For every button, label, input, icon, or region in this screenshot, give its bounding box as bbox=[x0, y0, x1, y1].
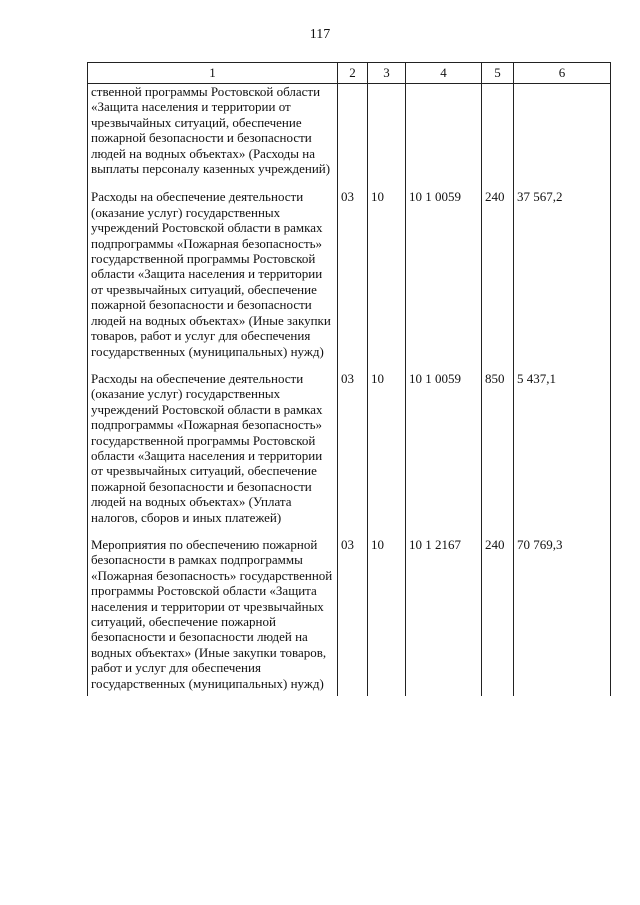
row-subsection: 10 bbox=[368, 364, 406, 530]
row-section: 03 bbox=[338, 530, 368, 696]
row-amount: 70 769,3 bbox=[514, 530, 611, 696]
row-target-article: 10 1 2167 bbox=[406, 530, 482, 696]
row-description: Расходы на обеспечение деятельности (оказание услуг) государственных учреждений Ростовской области в рамках подпрограммы «Пожарная безопасность» государственной программы Ростовской области «Защита населения и территории от чрезвычайных ситуаций, обеспечение пожарной безопасности и безопасности людей на водных объектах» (Иные закупки товаров, работ и услуг для обеспечения государственных (муниципальных) нужд) bbox=[88, 182, 338, 363]
column-header-6: 6 bbox=[514, 63, 611, 84]
row-target-article: 10 1 0059 bbox=[406, 182, 482, 363]
row-description: ственной программы Ростовской области «Защита населения и территории от чрезвычайных ситуаций, обеспечение пожарной безопасности и безопасности людей на водных объектах» (Расходы на выплаты персоналу казенных учреждений) bbox=[88, 84, 338, 183]
row-amount: 37 567,2 bbox=[514, 182, 611, 363]
column-header-3: 3 bbox=[368, 63, 406, 84]
row-section: 03 bbox=[338, 364, 368, 530]
row-expense-type: 240 bbox=[482, 182, 514, 363]
table-header-row bbox=[88, 63, 611, 84]
row-target-article bbox=[406, 84, 482, 183]
table-row bbox=[88, 530, 611, 696]
row-description: Расходы на обеспечение деятельности (оказание услуг) государственных учреждений Ростовской области в рамках подпрограммы «Пожарная безопасность» государственной программы Ростовской области «Защита населения и территории от чрезвычайных ситуаций, обеспечение пожарной безопасности и безопасности людей на водных объектах» (Уплата налогов, сборов и иных платежей) bbox=[88, 364, 338, 530]
budget-table bbox=[87, 62, 611, 696]
row-expense-type: 240 bbox=[482, 530, 514, 696]
column-header-2: 2 bbox=[338, 63, 368, 84]
row-expense-type: 850 bbox=[482, 364, 514, 530]
column-header-1: 1 bbox=[88, 63, 338, 84]
row-subsection bbox=[368, 84, 406, 183]
row-subsection: 10 bbox=[368, 182, 406, 363]
row-expense-type bbox=[482, 84, 514, 183]
table-row bbox=[88, 182, 611, 363]
page-number: 117 bbox=[309, 27, 331, 42]
row-description: Мероприятия по обеспечению пожарной безопасности в рамках подпрограммы «Пожарная безопасность» государственной программы Ростовской области «Защита населения и территории от чрезвычайных ситуаций, обеспечение пожарной безопасности и безопасности людей на водных объектах» (Иные закупки товаров, работ и услуг для обеспечения государственных (муниципальных) нужд) bbox=[88, 530, 338, 696]
table-row bbox=[88, 364, 611, 530]
row-amount: 5 437,1 bbox=[514, 364, 611, 530]
row-section bbox=[338, 84, 368, 183]
column-header-5: 5 bbox=[482, 63, 514, 84]
row-subsection: 10 bbox=[368, 530, 406, 696]
table-row bbox=[88, 84, 611, 183]
row-section: 03 bbox=[338, 182, 368, 363]
row-target-article: 10 1 0059 bbox=[406, 364, 482, 530]
column-header-4: 4 bbox=[406, 63, 482, 84]
row-amount bbox=[514, 84, 611, 183]
